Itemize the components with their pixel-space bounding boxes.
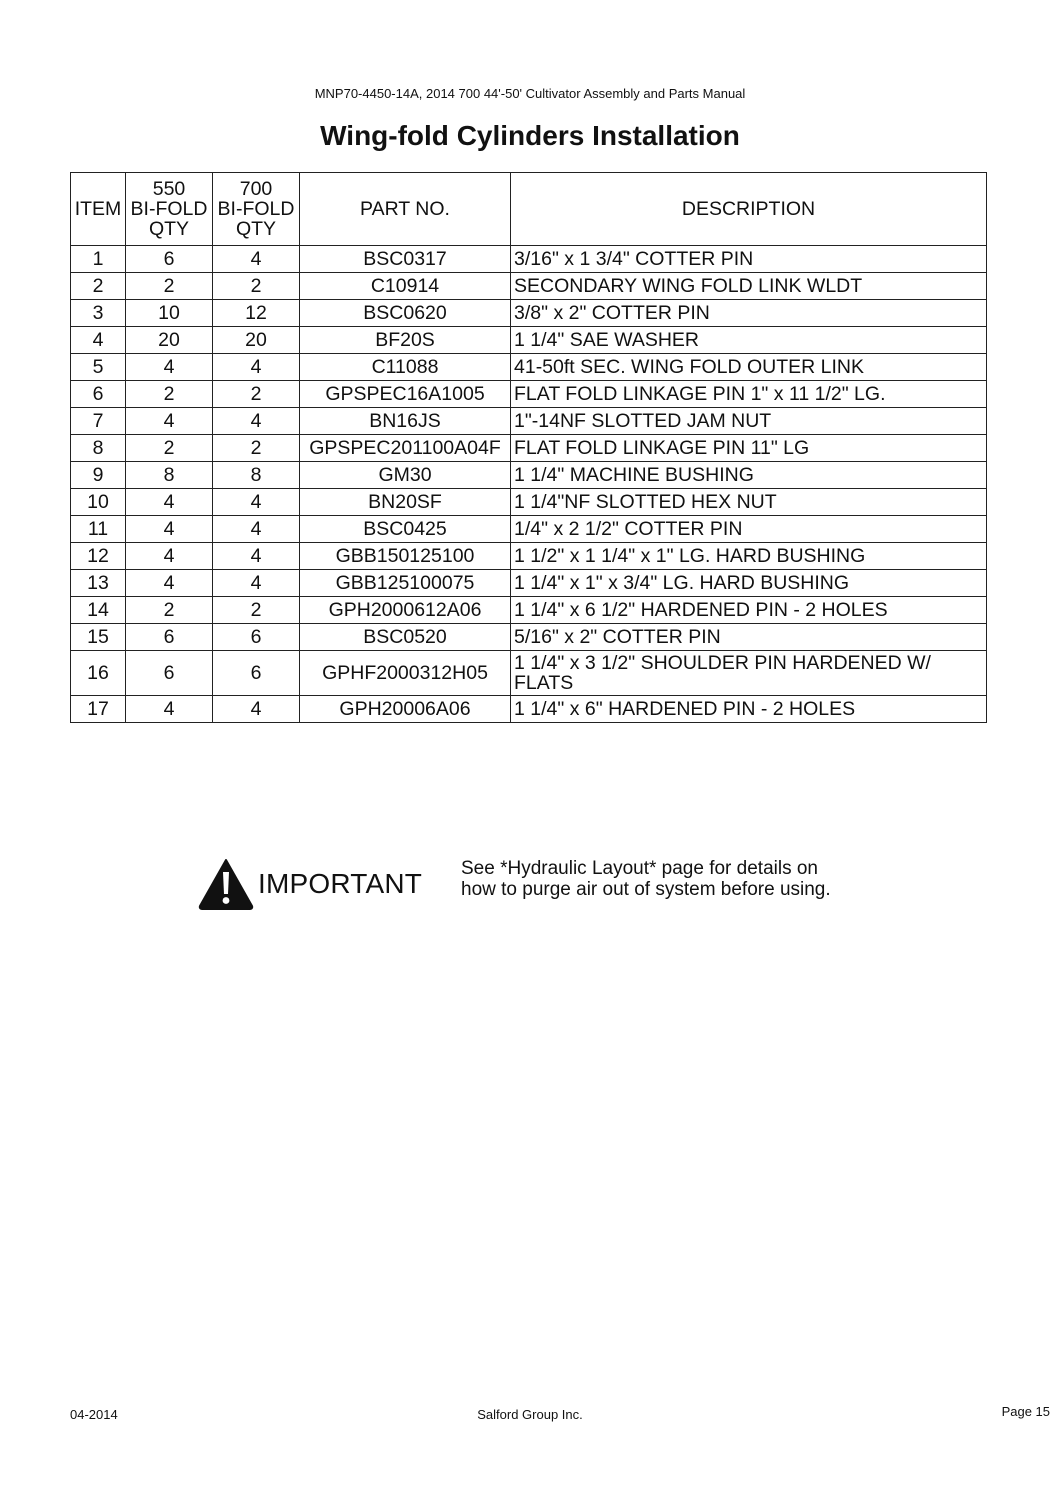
table-row bbox=[71, 408, 987, 435]
cell-item: 1 bbox=[71, 246, 126, 273]
column-header-description: DESCRIPTION bbox=[511, 173, 987, 246]
cell-description: 1 1/2" x 1 1/4" x 1" LG. HARD BUSHING bbox=[511, 543, 987, 570]
cell-description: 1 1/4" x 6 1/2" HARDENED PIN - 2 HOLES bbox=[511, 597, 987, 624]
cell-item: 3 bbox=[71, 300, 126, 327]
cell-description: 1 1/4" SAE WASHER bbox=[511, 327, 987, 354]
cell-description: FLAT FOLD LINKAGE PIN 1" x 11 1/2" LG. bbox=[511, 381, 987, 408]
cell-item: 14 bbox=[71, 597, 126, 624]
important-label: IMPORTANT bbox=[258, 868, 423, 899]
cell-qty-550: 4 bbox=[126, 489, 213, 516]
cell-item: 4 bbox=[71, 327, 126, 354]
cell-qty-700: 4 bbox=[213, 246, 300, 273]
important-message-line1: See *Hydraulic Layout* page for details on bbox=[461, 858, 819, 879]
table-row bbox=[71, 696, 987, 723]
cell-part-no: C10914 bbox=[300, 273, 511, 300]
cell-description: 3/8" x 2" COTTER PIN bbox=[511, 300, 987, 327]
cell-qty-550: 20 bbox=[126, 327, 213, 354]
cell-qty-700: 4 bbox=[213, 354, 300, 381]
table-row bbox=[71, 462, 987, 489]
table-row bbox=[71, 543, 987, 570]
cell-description: 1 1/4" x 3 1/2" SHOULDER PIN HARDENED W/ FLATS bbox=[511, 651, 987, 696]
cell-item: 16 bbox=[71, 651, 126, 696]
cell-qty-700: 4 bbox=[213, 543, 300, 570]
cell-qty-700: 4 bbox=[213, 570, 300, 597]
column-header-qty-550 bbox=[126, 173, 213, 246]
cell-qty-700: 6 bbox=[213, 651, 300, 696]
footer-page-number: Page 15 bbox=[1001, 1404, 1050, 1419]
table-row bbox=[71, 489, 987, 516]
cell-part-no: GPH20006A06 bbox=[300, 696, 511, 723]
cell-item: 13 bbox=[71, 570, 126, 597]
cell-part-no: C11088 bbox=[300, 354, 511, 381]
cell-qty-550: 6 bbox=[126, 651, 213, 696]
cell-qty-550: 2 bbox=[126, 381, 213, 408]
table-row bbox=[71, 354, 987, 381]
column-header-qty-550-line1: 550 bbox=[152, 178, 186, 200]
cell-qty-700: 12 bbox=[213, 300, 300, 327]
table-row bbox=[71, 597, 987, 624]
footer-date: 04-2014 bbox=[70, 1407, 118, 1422]
cell-qty-700: 2 bbox=[213, 381, 300, 408]
cell-part-no: BSC0317 bbox=[300, 246, 511, 273]
table-row bbox=[71, 381, 987, 408]
cell-description: 1 1/4" x 6" HARDENED PIN - 2 HOLES bbox=[511, 696, 987, 723]
column-header-qty-550-line3: QTY bbox=[148, 218, 190, 240]
cell-qty-700: 8 bbox=[213, 462, 300, 489]
cell-part-no: GBB150125100 bbox=[300, 543, 511, 570]
cell-description: 1/4" x 2 1/2" COTTER PIN bbox=[511, 516, 987, 543]
cell-description: SECONDARY WING FOLD LINK WLDT bbox=[511, 273, 987, 300]
cell-qty-550: 4 bbox=[126, 570, 213, 597]
table-row bbox=[71, 570, 987, 597]
parts-table-body bbox=[71, 246, 987, 723]
cell-qty-550: 2 bbox=[126, 597, 213, 624]
cell-qty-550: 10 bbox=[126, 300, 213, 327]
cell-part-no: BSC0620 bbox=[300, 300, 511, 327]
cell-part-no: GM30 bbox=[300, 462, 511, 489]
cell-item: 12 bbox=[71, 543, 126, 570]
column-header-item: ITEM bbox=[71, 173, 126, 246]
cell-item: 6 bbox=[71, 381, 126, 408]
cell-qty-550: 2 bbox=[126, 435, 213, 462]
cell-item: 11 bbox=[71, 516, 126, 543]
cell-qty-700: 2 bbox=[213, 273, 300, 300]
cell-qty-700: 4 bbox=[213, 489, 300, 516]
cell-item: 2 bbox=[71, 273, 126, 300]
cell-item: 5 bbox=[71, 354, 126, 381]
cell-part-no: BN20SF bbox=[300, 489, 511, 516]
cell-part-no: GPH2000612A06 bbox=[300, 597, 511, 624]
cell-part-no: GPSPEC16A1005 bbox=[300, 381, 511, 408]
cell-qty-550: 4 bbox=[126, 516, 213, 543]
column-header-qty-700-line2: BI-FOLD bbox=[217, 198, 295, 220]
cell-qty-700: 4 bbox=[213, 516, 300, 543]
cell-part-no: GBB125100075 bbox=[300, 570, 511, 597]
cell-description: 5/16" x 2" COTTER PIN bbox=[511, 624, 987, 651]
cell-description: FLAT FOLD LINKAGE PIN 11" LG bbox=[511, 435, 987, 462]
parts-table bbox=[70, 172, 987, 723]
cell-description: 1 1/4" MACHINE BUSHING bbox=[511, 462, 987, 489]
table-row bbox=[71, 300, 987, 327]
table-row bbox=[71, 516, 987, 543]
cell-qty-700: 4 bbox=[213, 408, 300, 435]
cell-description: 1 1/4"NF SLOTTED HEX NUT bbox=[511, 489, 987, 516]
cell-qty-700: 2 bbox=[213, 435, 300, 462]
cell-description: 41-50ft SEC. WING FOLD OUTER LINK bbox=[511, 354, 987, 381]
cell-qty-700: 6 bbox=[213, 624, 300, 651]
important-message bbox=[461, 858, 891, 900]
column-header-qty-700-line3: QTY bbox=[235, 218, 277, 240]
cell-qty-700: 20 bbox=[213, 327, 300, 354]
column-header-qty-550-line2: BI-FOLD bbox=[130, 198, 208, 220]
important-message-line2: how to purge air out of system before using. bbox=[461, 879, 831, 900]
cell-item: 10 bbox=[71, 489, 126, 516]
cell-description: 3/16" x 1 3/4" COTTER PIN bbox=[511, 246, 987, 273]
table-header-row bbox=[71, 173, 987, 246]
table-row bbox=[71, 651, 987, 696]
table-row bbox=[71, 435, 987, 462]
cell-qty-700: 2 bbox=[213, 597, 300, 624]
cell-part-no: BN16JS bbox=[300, 408, 511, 435]
cell-part-no: GPSPEC201100A04F bbox=[300, 435, 511, 462]
warning-icon bbox=[198, 858, 254, 910]
important-notice bbox=[198, 856, 898, 916]
cell-item: 9 bbox=[71, 462, 126, 489]
table-row bbox=[71, 273, 987, 300]
cell-item: 15 bbox=[71, 624, 126, 651]
cell-qty-700: 4 bbox=[213, 696, 300, 723]
cell-qty-550: 6 bbox=[126, 624, 213, 651]
cell-qty-550: 4 bbox=[126, 354, 213, 381]
cell-qty-550: 6 bbox=[126, 246, 213, 273]
cell-description: 1"-14NF SLOTTED JAM NUT bbox=[511, 408, 987, 435]
column-header-part-no: PART NO. bbox=[300, 173, 511, 246]
cell-part-no: BSC0520 bbox=[300, 624, 511, 651]
table-row bbox=[71, 327, 987, 354]
cell-item: 17 bbox=[71, 696, 126, 723]
cell-qty-550: 8 bbox=[126, 462, 213, 489]
cell-qty-550: 2 bbox=[126, 273, 213, 300]
cell-item: 7 bbox=[71, 408, 126, 435]
column-header-qty-700-line1: 700 bbox=[239, 178, 273, 200]
footer-company: Salford Group Inc. bbox=[477, 1407, 583, 1422]
cell-part-no: BF20S bbox=[300, 327, 511, 354]
cell-part-no: BSC0425 bbox=[300, 516, 511, 543]
cell-qty-550: 4 bbox=[126, 543, 213, 570]
table-row bbox=[71, 246, 987, 273]
table-row bbox=[71, 624, 987, 651]
document-header: MNP70-4450-14A, 2014 700 44'-50' Cultivator Assembly and Parts Manual bbox=[314, 86, 746, 101]
cell-qty-550: 4 bbox=[126, 696, 213, 723]
page-title: Wing-fold Cylinders Installation bbox=[320, 120, 740, 151]
cell-part-no: GPHF2000312H05 bbox=[300, 651, 511, 696]
cell-qty-550: 4 bbox=[126, 408, 213, 435]
cell-description: 1 1/4" x 1" x 3/4" LG. HARD BUSHING bbox=[511, 570, 987, 597]
cell-item: 8 bbox=[71, 435, 126, 462]
column-header-qty-700 bbox=[213, 173, 300, 246]
